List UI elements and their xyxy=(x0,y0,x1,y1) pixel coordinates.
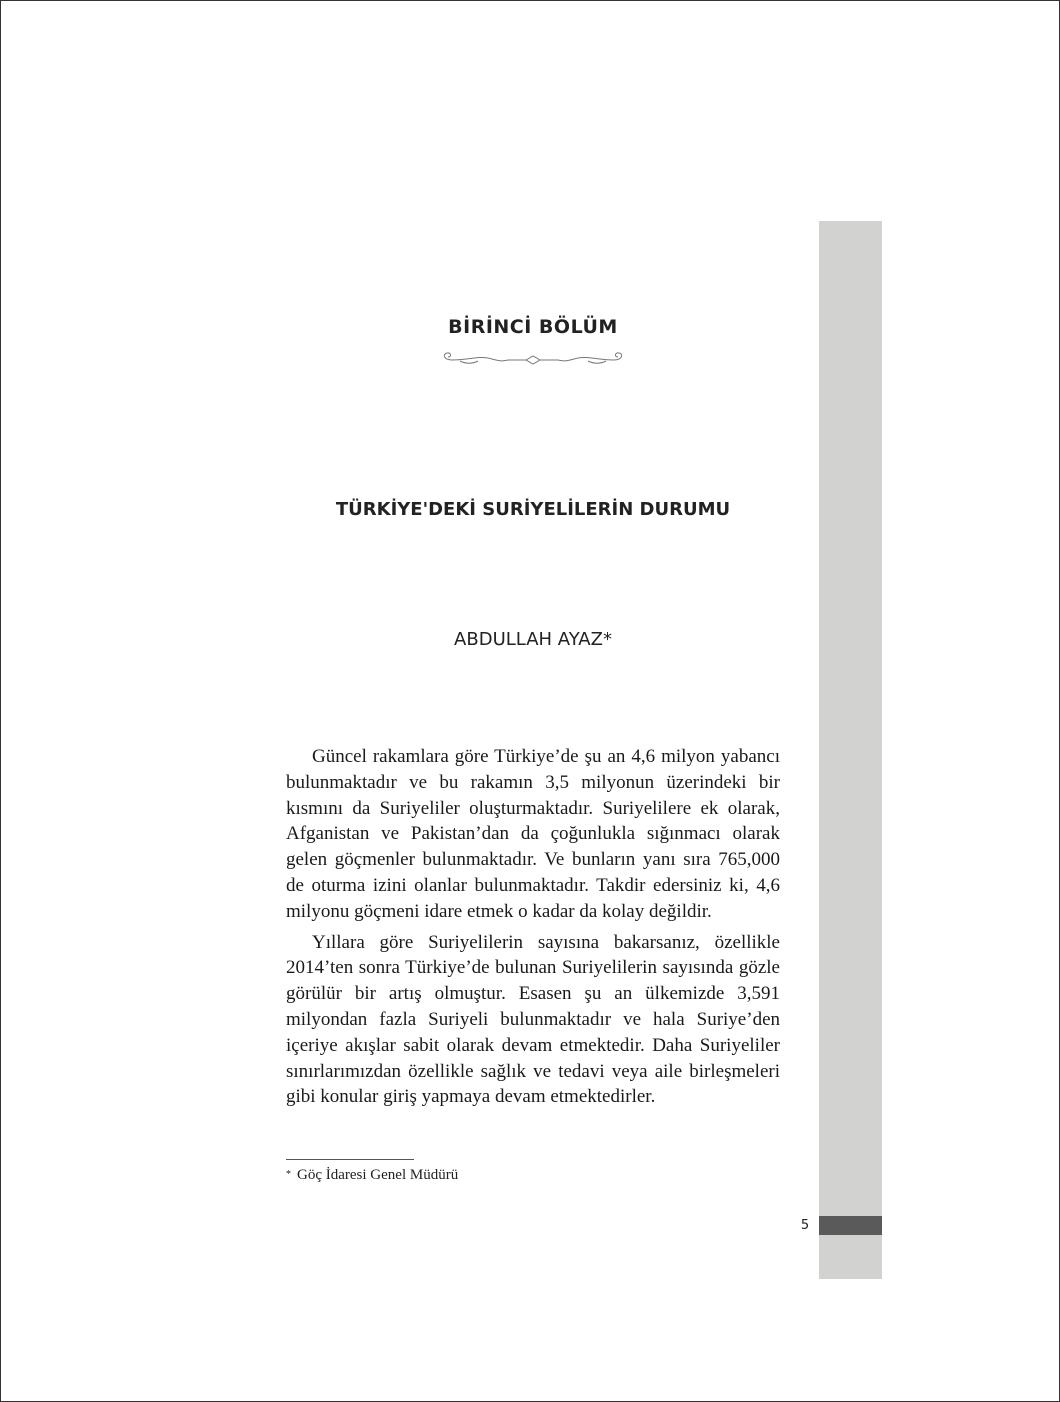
body-text xyxy=(286,744,780,1115)
footnote-marker: * xyxy=(286,1169,291,1180)
author-name: ABDULLAH AYAZ* xyxy=(454,629,612,650)
paragraph: Yıllara göre Suriyelilerin sayısına bakarsanız, özellikle 2014’ten sonra Türkiye’de bulunan Suriyelilerin sayısında gözle görülür bir artış olmuştur. Esasen şu an ülkemizde 3,591 milyondan fazla Suriyeli bulunmaktadır ve hala Suriye’den içeriye akışlar sabit olarak devam etmektedir. Daha Suriyeliler sınırlarımızdan özellikle sağlık ve tedavi veya aile birleşmeleri gibi konular giriş yapmaya devam etmektedirler. xyxy=(286,931,780,1108)
page-number-tab xyxy=(819,1216,882,1235)
chapter-title: TÜRKİYE'DEKİ SURİYELİLERİN DURUMU xyxy=(335,499,731,520)
footnote-text: Göç İdaresi Genel Müdürü xyxy=(297,1167,459,1183)
page-number: 5 xyxy=(800,1218,810,1233)
footnote-rule xyxy=(286,1159,414,1160)
section-label: BİRİNCİ BÖLÜM xyxy=(448,316,618,338)
paragraph: Güncel rakamlara göre Türkiye’de şu an 4,6 milyon yabancı bulunmaktadır ve bu rakamın 3,5 milyonun üzerindeki bir kısmını da Suriyeliler oluşturmaktadır. Suriyelilere ek olarak, Afganistan ve Pakistan’dan da çoğunlukla sığınmacı olarak gelen göçmenler bulunmaktadır. Ve bunların yanı sıra 765,000 de oturma izini olanlar bulunmaktadır. Takdir edersiniz ki, 4,6 milyonu göçmeni idare etmek o kadar da kolay değildir. xyxy=(286,746,780,922)
ornament-divider-icon xyxy=(438,348,628,370)
footnote xyxy=(286,1165,780,1185)
side-band xyxy=(819,221,882,1279)
